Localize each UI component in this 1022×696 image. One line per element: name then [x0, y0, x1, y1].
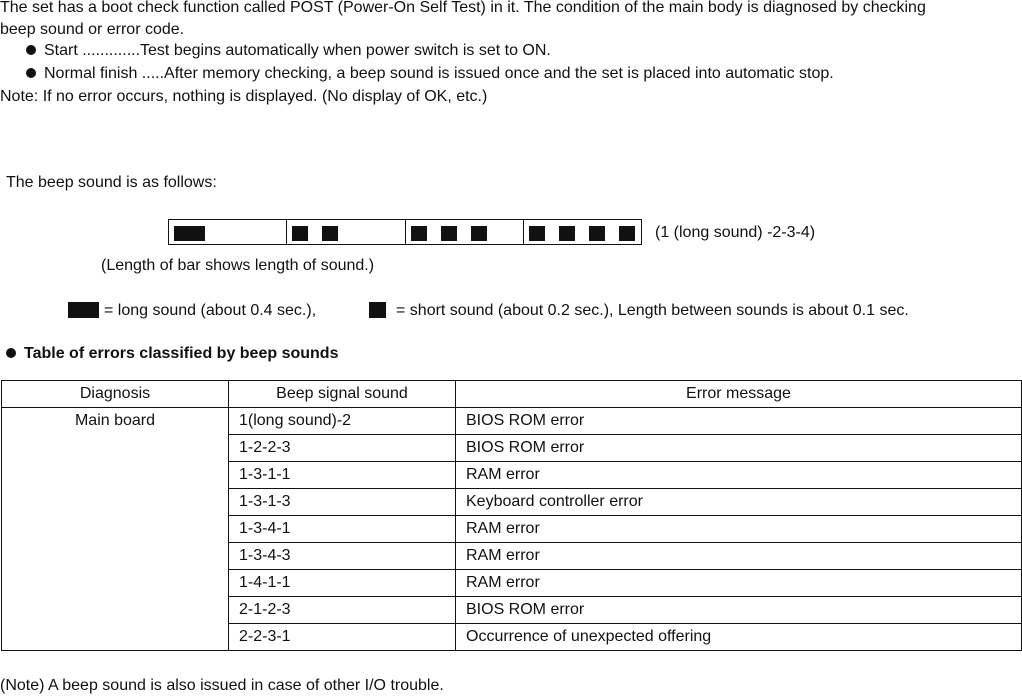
- beep-signal-cell: 1-3-4-3: [229, 543, 456, 570]
- short-beep-mark: [529, 226, 545, 241]
- short-beep-mark: [471, 226, 487, 241]
- error-message-cell: BIOS ROM error: [456, 597, 1022, 624]
- beep-signal-cell: 2-2-3-1: [229, 624, 456, 651]
- bullet-dot-icon: [6, 348, 16, 358]
- long-beep-mark: [174, 226, 205, 241]
- header-error-message: Error message: [456, 381, 1022, 408]
- beep-signal-cell: 1-2-2-3: [229, 435, 456, 462]
- beep-segment: [524, 220, 641, 244]
- beep-bar-caption: (Length of bar shows length of sound.): [101, 257, 375, 274]
- bullet-start: [26, 41, 551, 61]
- beep-signal-cell: 1-3-4-1: [229, 516, 456, 543]
- error-message-cell: Keyboard controller error: [456, 489, 1022, 516]
- table-title-text: Table of errors classified by beep sounds: [24, 345, 339, 362]
- beep-segment: [406, 220, 524, 244]
- short-beep-mark: [292, 226, 308, 241]
- table-title: [6, 344, 338, 364]
- error-message-cell: Occurrence of unexpected offering: [456, 624, 1022, 651]
- legend-long-sound-mark: [68, 302, 99, 318]
- bullet-start-text: Start .............Test begins automatically when power switch is set to ON.: [44, 42, 551, 59]
- short-beep-mark: [619, 226, 635, 241]
- beep-signal-cell: 1(long sound)-2: [229, 408, 456, 435]
- table-row: [2, 408, 1022, 435]
- intro-note: Note: If no error occurs, nothing is displayed. (No display of OK, etc.): [0, 88, 488, 105]
- beep-signal-cell: 1-3-1-3: [229, 489, 456, 516]
- error-message-cell: RAM error: [456, 516, 1022, 543]
- bullet-normal-finish: [26, 64, 834, 84]
- beep-segment: [169, 220, 287, 244]
- intro-line-2: beep sound or error code.: [0, 21, 185, 38]
- legend-short-sound-mark: [369, 302, 386, 318]
- legend-long-text: = long sound (about 0.4 sec.),: [104, 302, 317, 319]
- table-header-row: [2, 381, 1022, 408]
- header-diagnosis: Diagnosis: [2, 381, 229, 408]
- diagnosis-cell: Main board: [2, 408, 229, 651]
- bullet-dot-icon: [26, 45, 36, 55]
- footer-note: (Note) A beep sound is also issued in case of other I/O trouble.: [0, 677, 444, 694]
- short-beep-mark: [589, 226, 605, 241]
- beep-signal-cell: 1-4-1-1: [229, 570, 456, 597]
- intro-line-1: The set has a boot check function called POST (Power-On Self Test) in it. The condition of the main body is diagnosed by checking: [0, 0, 926, 16]
- short-beep-mark: [441, 226, 457, 241]
- short-beep-mark: [411, 226, 427, 241]
- header-beep-signal: Beep signal sound: [229, 381, 456, 408]
- beep-segment: [287, 220, 405, 244]
- bullet-normal-finish-text: Normal finish .....After memory checking, a beep sound is issued once and the set is placed into automatic stop.: [44, 65, 834, 82]
- beep-pattern-label: (1 (long sound) -2-3-4): [655, 224, 816, 241]
- bullet-dot-icon: [26, 68, 36, 78]
- error-message-cell: RAM error: [456, 543, 1022, 570]
- beep-signal-cell: 2-1-2-3: [229, 597, 456, 624]
- error-message-cell: RAM error: [456, 570, 1022, 597]
- beep-heading: The beep sound is as follows:: [6, 174, 217, 191]
- beep-signal-cell: 1-3-1-1: [229, 462, 456, 489]
- short-beep-mark: [559, 226, 575, 241]
- error-message-cell: BIOS ROM error: [456, 435, 1022, 462]
- error-table: [1, 380, 1022, 651]
- short-beep-mark: [322, 226, 338, 241]
- error-message-cell: RAM error: [456, 462, 1022, 489]
- error-message-cell: BIOS ROM error: [456, 408, 1022, 435]
- beep-pattern-bar: [168, 219, 642, 245]
- legend-short-text: = short sound (about 0.2 sec.), Length between sounds is about 0.1 sec.: [396, 302, 909, 319]
